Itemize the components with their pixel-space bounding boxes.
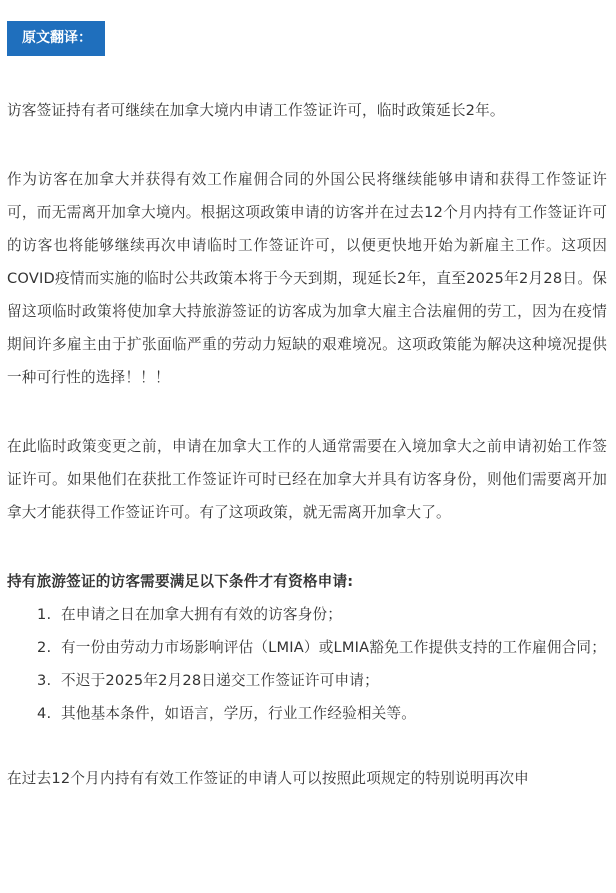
requirements-heading: 持有旅游签证的访客需要满足以下条件才有资格申请:: [7, 573, 354, 590]
list-item: [37, 664, 607, 697]
list-item-text: 有一份由劳动力市场影响评估（LMIA）或LMIA豁免工作提供支持的工作雇佣合同；: [61, 639, 607, 656]
summary-paragraph: 访客签证持有者可继续在加拿大境内申请工作签证许可，临时政策延长2年。: [7, 102, 505, 119]
list-item: [37, 631, 607, 664]
list-item-number: 1.: [37, 606, 52, 623]
body-paragraph-policy: 作为访客在加拿大并获得有效工作雇佣合同的外国公民将继续能够申请和获得工作签证许可，而无需离开加拿大境内。根据这项政策申请的访客并在过去12个月内持有工作签证许可的访客也将能够继续再次申请临时工作签证许可，以便更快地开始为新雇主工作。这项因COVID疫情而实施的临时公共政策本将于今天到期，现延长2年，直至2025年2月28日。保留这项临时政策将使加拿大持旅游签证的访客成为加拿大雇主合法雇佣的劳工，因为在疫情期间许多雇主由于扩张面临严重的劳动力短缺的艰难境况。这项政策能为解决这种境况提供一种可行性的选择！！！: [7, 171, 607, 386]
list-item-number: 4.: [37, 705, 52, 722]
list-item: [37, 697, 607, 730]
list-item-number: 2.: [37, 639, 52, 656]
list-item: [37, 598, 607, 631]
list-item-text: 在申请之日在加拿大拥有有效的访客身份；: [61, 606, 343, 623]
section-tag: 原文翻译：: [7, 21, 105, 56]
requirements-list: [7, 598, 607, 730]
closing-paragraph: 在过去12个月内持有有效工作签证的申请人可以按照此项规定的特别说明再次申: [7, 770, 529, 787]
list-item-text: 其他基本条件，如语言，学历，行业工作经验相关等。: [61, 705, 417, 722]
list-item-text: 不迟于2025年2月28日递交工作签证许可申请；: [61, 672, 379, 689]
body-paragraph-before-change: 在此临时政策变更之前，申请在加拿大工作的人通常需要在入境加拿大之前申请初始工作签证许可。如果他们在获批工作签证许可时已经在加拿大并具有访客身份，则他们需要离开加拿大才能获得工作签证许可。有了这项政策，就无需离开加拿大了。: [7, 438, 607, 521]
article-body: [7, 21, 607, 795]
list-item-number: 3.: [37, 672, 52, 689]
